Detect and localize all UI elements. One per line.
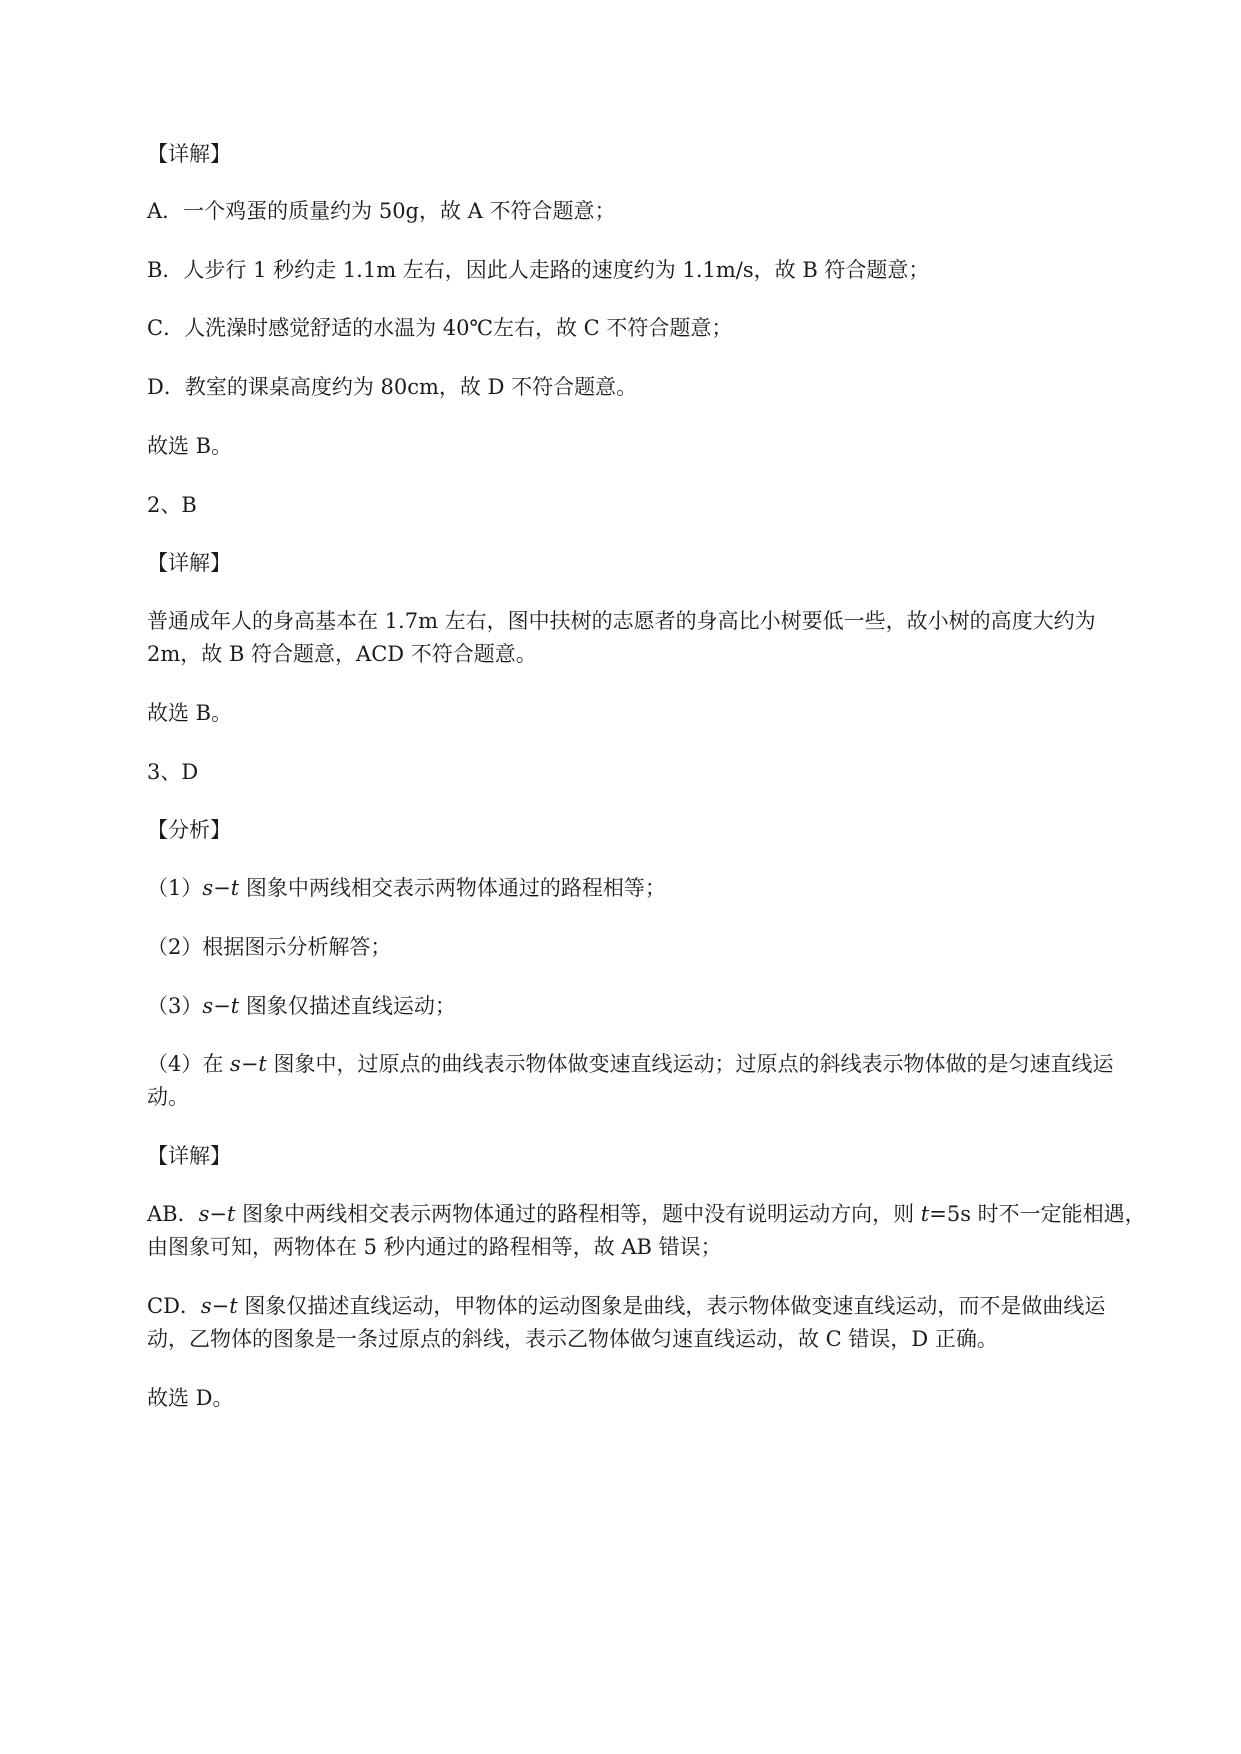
option-ab-text-2: =5s 时不一定能相遇，由图象可知，两物体在 5 秒内通过的路程相等，故 AB 错误； <box>147 1202 1146 1259</box>
math-s-t: s−t <box>200 1294 238 1318</box>
option-cd-explanation <box>147 1290 1147 1356</box>
analysis-point-3-text: 图象仅描述直线运动； <box>239 994 456 1018</box>
answer-statement: 故选 B。 <box>147 434 233 458</box>
question-2-explanation: 普通成年人的身高基本在 1.7m 左右，图中扶树的志愿者的身高比小树要低一些，故小树的高度大约为 2m，故 B 符合题意，ACD 不符合题意。 <box>147 609 1096 666</box>
question-3-label: 3、D <box>147 760 199 784</box>
option-cd-text: 图象仅描述直线运动，甲物体的运动图象是曲线，表示物体做变速直线运动，而不是做曲线运动，乙物体的图象是一条过原点的斜线，表示乙物体做匀速直线运动，故 C 错误，D 正确。 <box>147 1294 1106 1351</box>
option-ab-text-1: 图象中两线相交表示两物体通过的路程相等，题中没有说明运动方向，则 <box>235 1202 921 1226</box>
section-heading-detail: 【详解】 <box>147 551 231 575</box>
analysis-point-3-prefix: （3） <box>147 994 203 1018</box>
option-d-explanation: D．教室的课桌高度约为 80cm，故 D 不符合题意。 <box>147 375 638 399</box>
answer-statement: 故选 B。 <box>147 701 233 725</box>
option-c-explanation: C．人洗澡时感觉舒适的水温为 40℃左右，故 C 不符合题意； <box>147 316 733 340</box>
math-s-t: s−t <box>202 876 240 900</box>
math-s-t: s−t <box>230 1052 267 1076</box>
math-s-t: s−t <box>202 994 240 1018</box>
analysis-point-1-prefix: （1） <box>147 876 203 900</box>
math-s-t: s−t <box>198 1202 236 1226</box>
analysis-point-4-prefix: （4）在 <box>147 1052 231 1076</box>
section-heading-detail: 【详解】 <box>147 1144 231 1168</box>
analysis-point-1 <box>147 872 1147 905</box>
section-heading-detail: 【详解】 <box>147 142 231 166</box>
option-a-explanation: A．一个鸡蛋的质量约为 50g，故 A 不符合题意； <box>147 199 616 223</box>
analysis-point-1-text: 图象中两线相交表示两物体通过的路程相等； <box>239 876 666 900</box>
analysis-point-4 <box>147 1048 1147 1114</box>
answer-statement: 故选 D。 <box>147 1386 234 1410</box>
analysis-point-3 <box>147 990 1147 1023</box>
analysis-point-2: （2）根据图示分析解答； <box>147 935 392 959</box>
analysis-point-4-text: 图象中，过原点的曲线表示物体做变速直线运动；过原点的斜线表示物体做的是匀速直线运动。 <box>147 1052 1114 1109</box>
math-t: t <box>920 1202 930 1226</box>
option-cd-prefix: CD． <box>147 1294 201 1318</box>
option-ab-prefix: AB． <box>147 1202 199 1226</box>
option-b-explanation: B．人步行 1 秒约走 1.1m 左右，因此人走路的速度约为 1.1m/s，故 B 符合题意； <box>147 258 930 282</box>
question-2-label: 2、B <box>147 493 197 517</box>
section-heading-analysis: 【分析】 <box>147 818 231 842</box>
option-ab-explanation <box>147 1198 1147 1264</box>
